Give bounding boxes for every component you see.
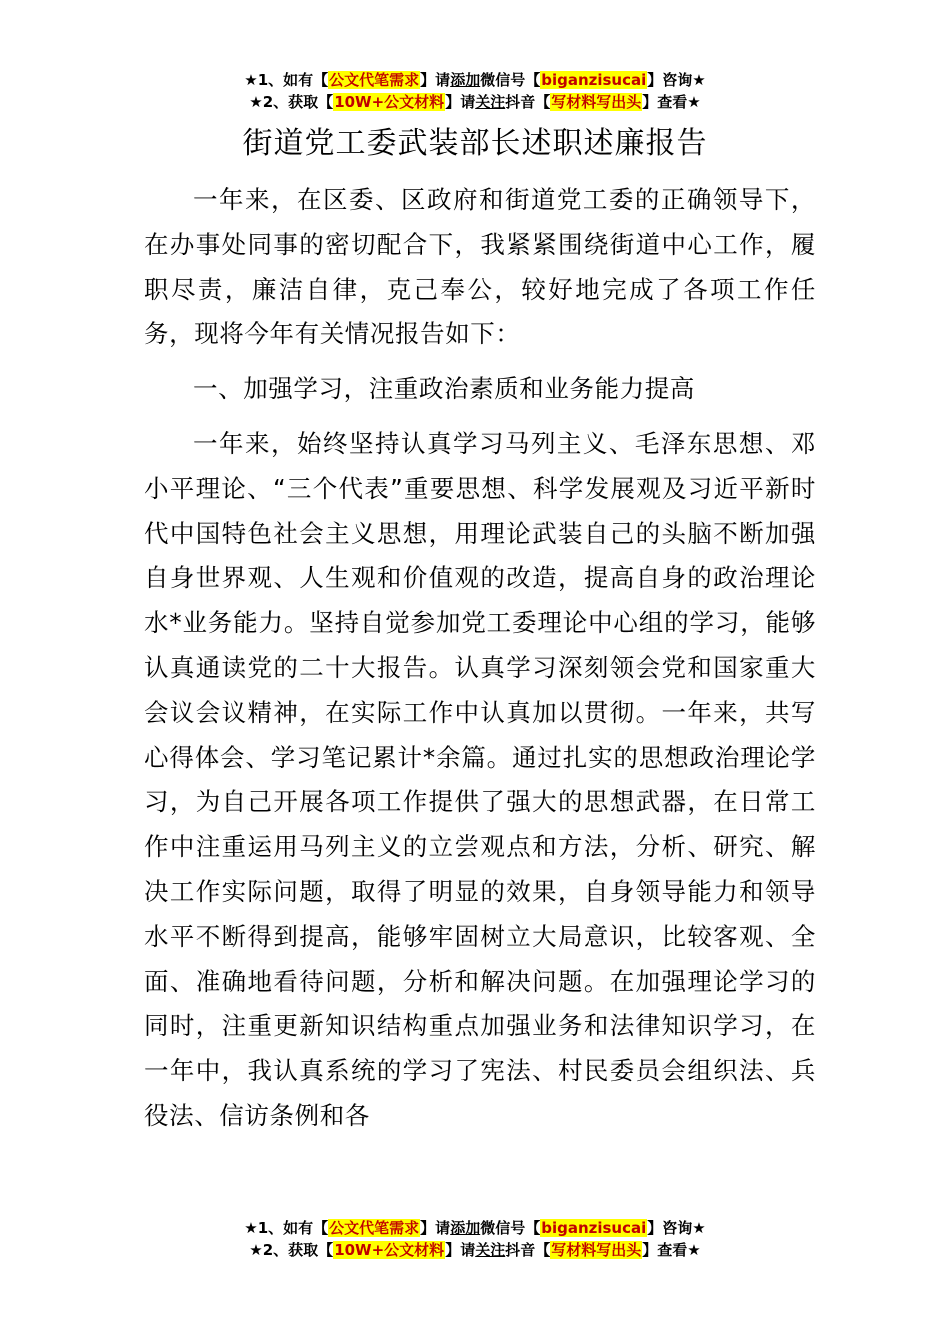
banner-wechat-id: biganzisucai xyxy=(541,71,647,89)
banner-text: 】请 xyxy=(445,1241,476,1259)
banner-highlight: 公文代笔需求 xyxy=(329,1219,420,1237)
banner-highlight: 公文代笔需求 xyxy=(329,71,420,89)
banner-text: 】请 xyxy=(420,71,451,89)
banner-wechat-id: biganzisucai xyxy=(541,1219,647,1237)
banner-underlined-text: 关注 xyxy=(475,93,506,111)
banner-text: 】咨询★ xyxy=(647,71,706,89)
banner-text: 】请 xyxy=(420,1219,451,1237)
header-banner xyxy=(0,69,950,113)
banner-text: 】查看★ xyxy=(642,93,701,111)
banner-text: 】咨询★ xyxy=(647,1219,706,1237)
document-body xyxy=(144,178,816,1139)
body-paragraph: 一年来，始终坚持认真学习马列主义、毛泽东思想、邓小平理论、“三个代表”重要思想、科学发展观及习近平新时代中国特色社会主义思想，用理论武装自己的头脑不断加强自身世界观、人生观和价值观的改造，提高自身的政治理论水*业务能力。坚持自觉参加党工委理论中心组的学习，能够认真通读党的二十大报告。认真学习深刻领会党和国家重大会议会议精神，在实际工作中认真加以贯彻。一年来，共写心得体会、学习笔记累计*余篇。通过扎实的思想政治理论学习，为自己开展各项工作提供了强大的思想武器，在日常工作中注重运用马列主义的立尝观点和方法，分析、研究、解决工作实际问题，取得了明显的效果，自身领导能力和领导水平不断得到提高，能够牢固树立大局意识，比较客观、全面、准确地看待问题，分析和解决问题。在加强理论学习的同时，注重更新知识结构重点加强业务和法律知识学习，在一年中，我认真系统的学习了宪法、村民委员会组织法、兵役法、信访条例和各 xyxy=(144,428,816,1130)
banner-text: ★1、如有【 xyxy=(244,1219,329,1237)
banner-text: 】请 xyxy=(445,93,476,111)
banner-underlined-text: 添加 xyxy=(450,1219,481,1237)
banner-douyin-name: 写材料写出头 xyxy=(551,93,642,111)
banner-text: 微信号【 xyxy=(480,71,541,89)
section-heading: 一、加强学习，注重政治素质和业务能力提高 xyxy=(193,374,695,404)
banner-text: 微信号【 xyxy=(480,1219,541,1237)
banner-text: 抖音【 xyxy=(505,93,551,111)
intro-paragraph: 一年来，在区委、区政府和街道党工委的正确领导下，在办事处同事的密切配合下，我紧紧围绕街道中心工作，履职尽责，廉洁自律，克己奉公，较好地完成了各项工作任务，现将今年有关情况报告如下： xyxy=(144,185,816,349)
banner-douyin-name: 写材料写出头 xyxy=(551,1241,642,1259)
banner-text: 抖音【 xyxy=(505,1241,551,1259)
banner-highlight: 10W+公文材料 xyxy=(334,93,445,111)
banner-text: ★2、获取【 xyxy=(249,1241,334,1259)
document-title: 街道党工委武装部长述职述廉报告 xyxy=(242,126,708,161)
banner-highlight: 10W+公文材料 xyxy=(334,1241,445,1259)
banner-line-2 xyxy=(0,91,950,113)
banner-line-1 xyxy=(0,69,950,91)
banner-line-2 xyxy=(0,1239,950,1261)
banner-line-1 xyxy=(0,1217,950,1239)
banner-underlined-text: 添加 xyxy=(450,71,481,89)
banner-text: ★2、获取【 xyxy=(249,93,334,111)
banner-text: 】查看★ xyxy=(642,1241,701,1259)
footer-banner xyxy=(0,1217,950,1261)
banner-text: ★1、如有【 xyxy=(244,71,329,89)
banner-underlined-text: 关注 xyxy=(475,1241,506,1259)
